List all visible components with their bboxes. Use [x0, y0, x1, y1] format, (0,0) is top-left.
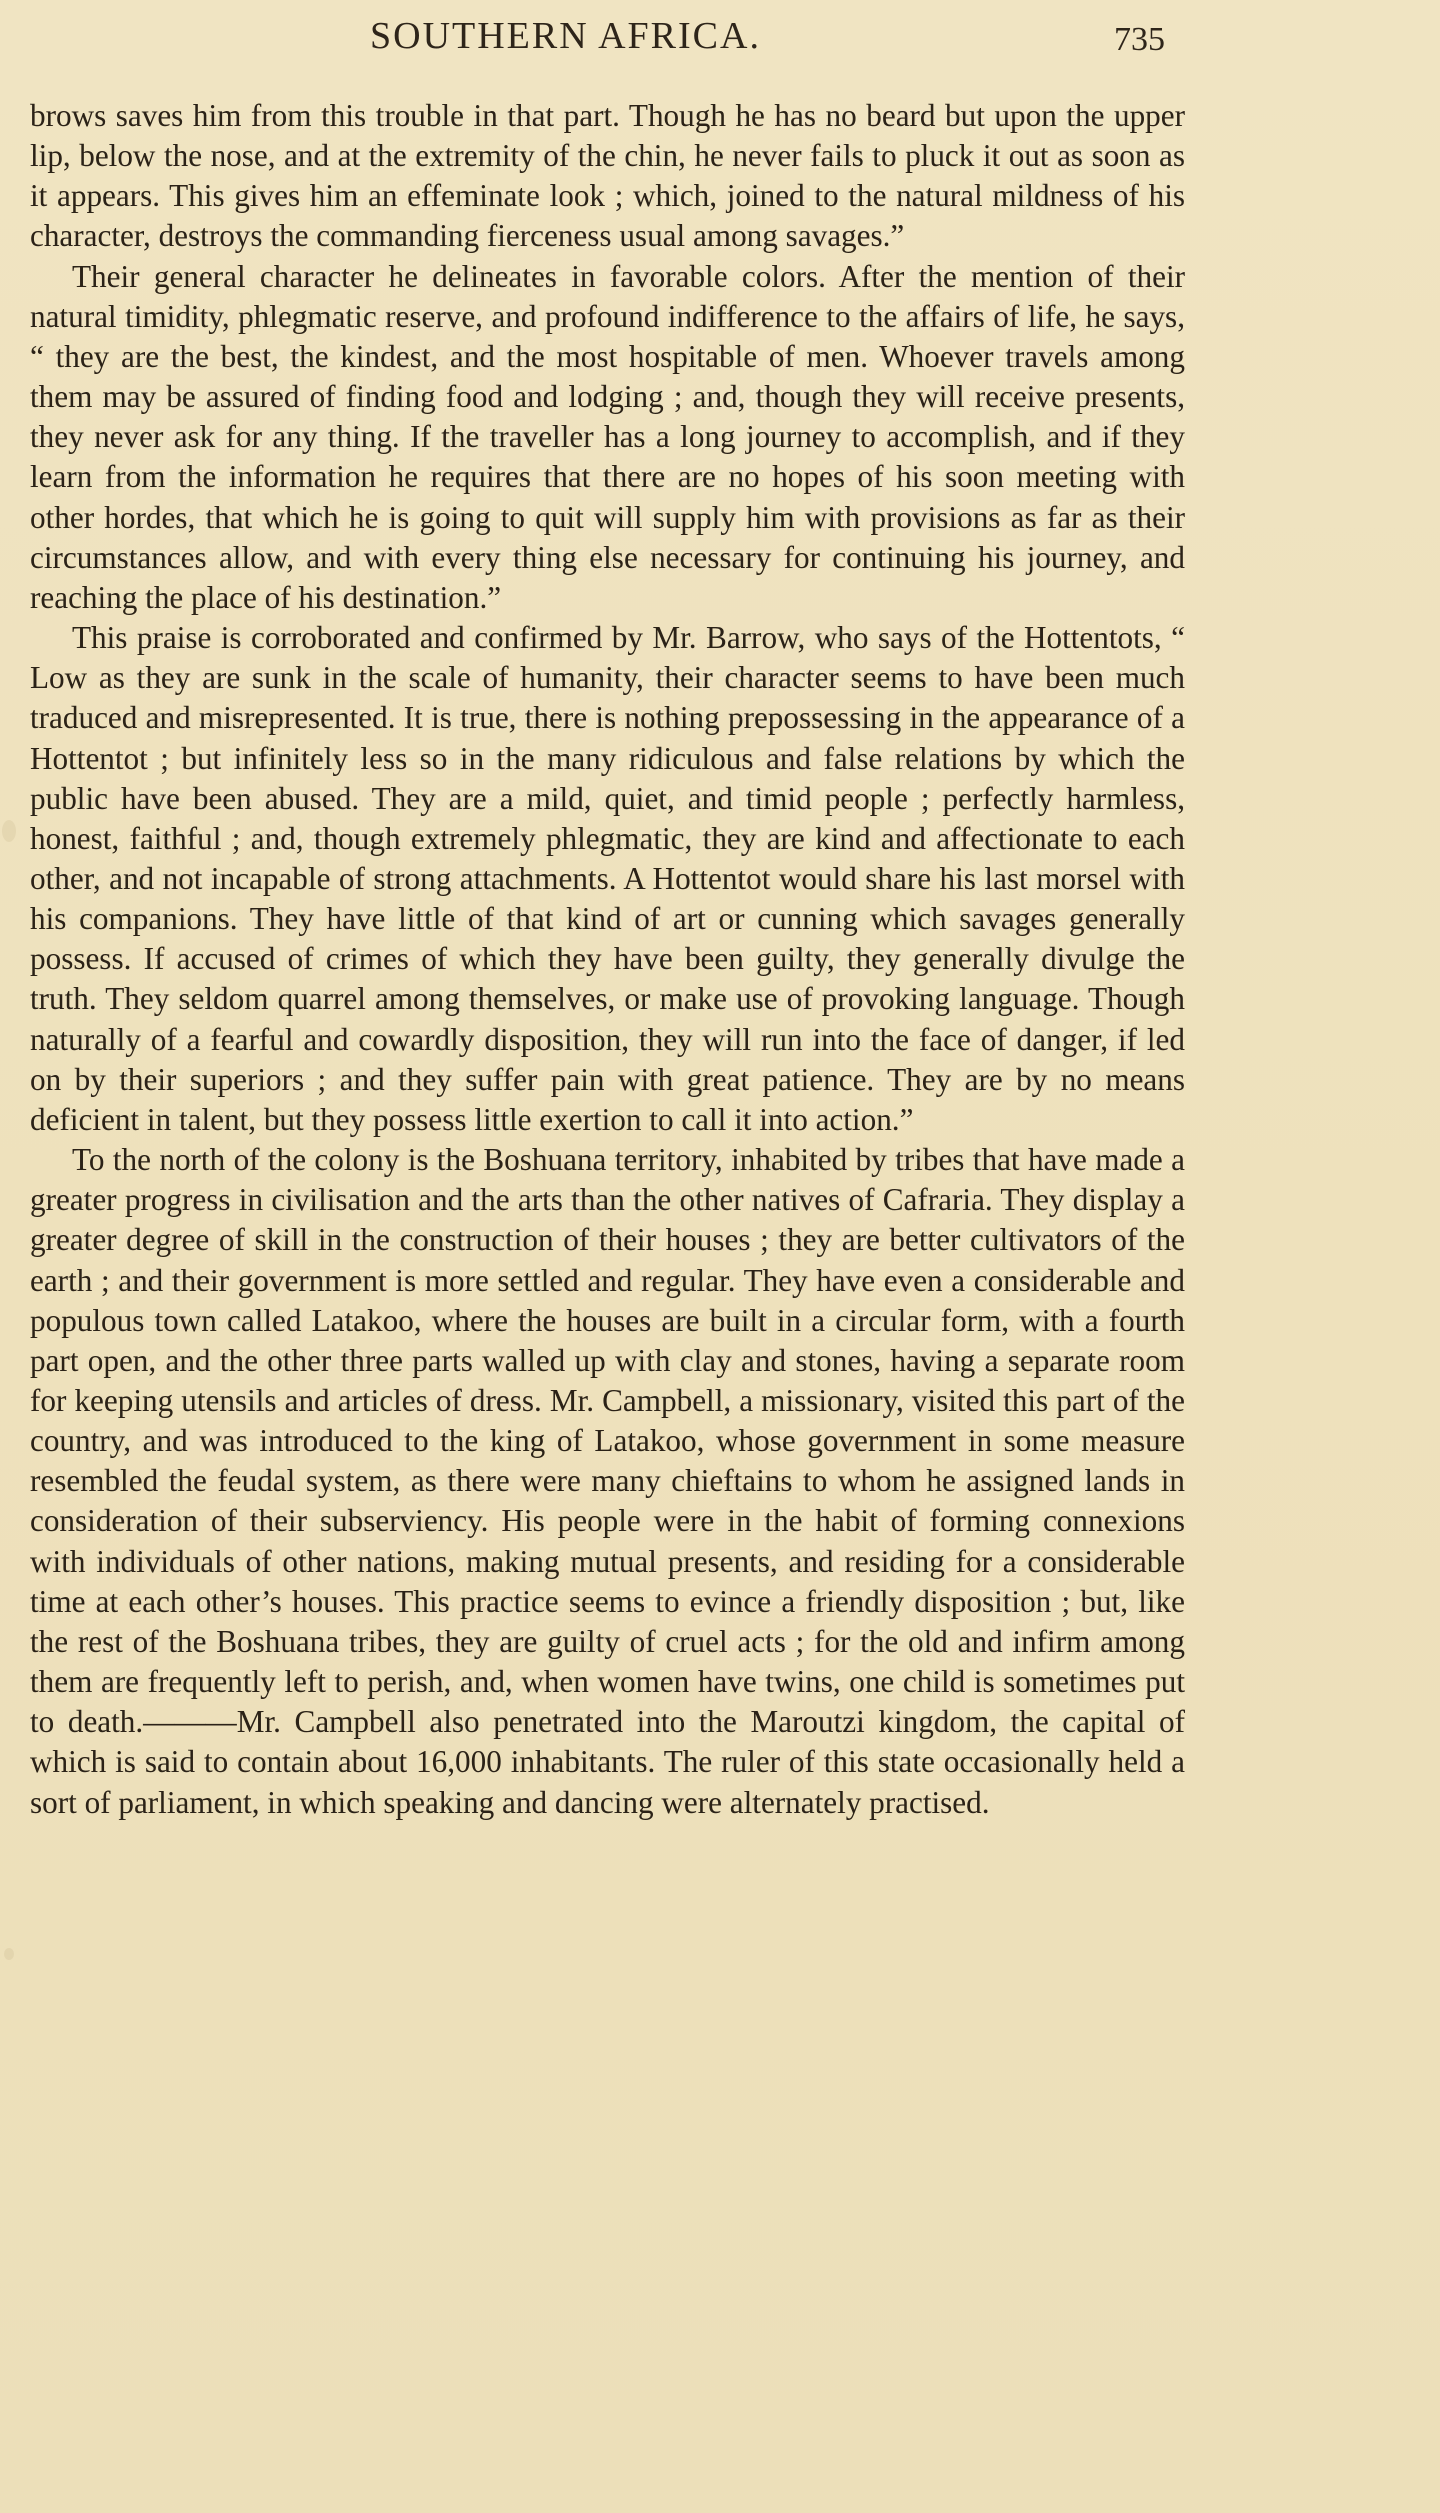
running-head: SOUTHERN AFRICA. — [370, 15, 761, 57]
paragraph: brows saves him from this trouble in that part. Though he has no beard but upon the upper lip, below the nose, and at the extremity of the chin, he never fails to pluck it out as soon as it appears. This gives him an effeminate look ; which, joined to the natural mildness of his character, destroys the commanding fierceness usual among savages.” — [30, 98, 1185, 254]
paper-stain — [4, 1948, 14, 1960]
paragraph: Their general character he delineates in favorable colors. After the mention of their natural timidity, phlegmatic reserve, and profound indifference to the affairs of life, he says, “ they are the best, the kindest, and the most hospitable of men. Whoever travels among them may be assured of finding food and lodging ; and, though they will receive presents, they never ask for any thing. If the traveller has a long journey to accomplish, and if they learn from the information he requires that there are no hopes of his soon meeting with other hordes, that which he is going to quit will supply him with provisions as far as their circumstances allow, and with every thing else necessary for continuing his journey, and reaching the place of his destination.” — [30, 258, 1185, 615]
paper-stain — [2, 820, 16, 842]
page-number: 735 — [1114, 21, 1165, 58]
body-text — [30, 96, 1185, 1823]
page-header — [0, 8, 1440, 64]
paragraph: This praise is corroborated and confirmed by Mr. Barrow, who says of the Hottentots, “ Low as they are sunk in the scale of humanity, their character seems to have been much traduced and misrepresented. It is true, there is nothing prepossessing in the appearance of a Hottentot ; but infinitely less so in the many ridiculous and false relations by which the public have been abused. They are a mild, quiet, and timid people ; perfectly harmless, honest, faithful ; and, though extremely phlegmatic, they are kind and affectionate to each other, and not incapable of strong attachments. A Hottentot would share his last morsel with his companions. They have little of that kind of art or cunning which savages generally possess. If accused of crimes of which they have been guilty, they generally divulge the truth. They seldom quarrel among themselves, or make use of provoking language. Though naturally of a fearful and cowardly disposition, they will run into the face of danger, if led on by their superiors ; and they suffer pain with great patience. They are by no means deficient in talent, but they possess little exertion to call it into action.” — [30, 620, 1185, 1137]
paragraph: To the north of the colony is the Boshuana territory, inhabited by tribes that have made a greater progress in civilisation and the arts than the other natives of Cafraria. They display a greater degree of skill in the construction of their houses ; they are better cultivators of the earth ; and their government is more settled and regular. They have even a considerable and populous town called Latakoo, where the houses are built in a circular form, with a fourth part open, and the other three parts walled up with clay and stones, having a separate room for keeping utensils and articles of dress. Mr. Campbell, a missionary, visited this part of the country, and was introduced to the king of Latakoo, whose government in some measure resembled the feudal system, as there were many chieftains to whom he assigned lands in consideration of their subserviency. His people were in the habit of forming connexions with individuals of other nations, making mutual presents, and residing for a considerable time at each other’s houses. This practice seems to evince a friendly disposition ; but, like the rest of the Boshuana tribes, they are guilty of cruel acts ; for the old and infirm among them are frequently left to perish, and, when women have twins, one child is sometimes put to death.———Mr. Campbell also penetrated into the Maroutzi kingdom, the capital of which is said to contain about 16,000 inhabitants. The ruler of this state occasionally held a sort of parliament, in which speaking and dancing were alternately practised. — [30, 1142, 1185, 1820]
